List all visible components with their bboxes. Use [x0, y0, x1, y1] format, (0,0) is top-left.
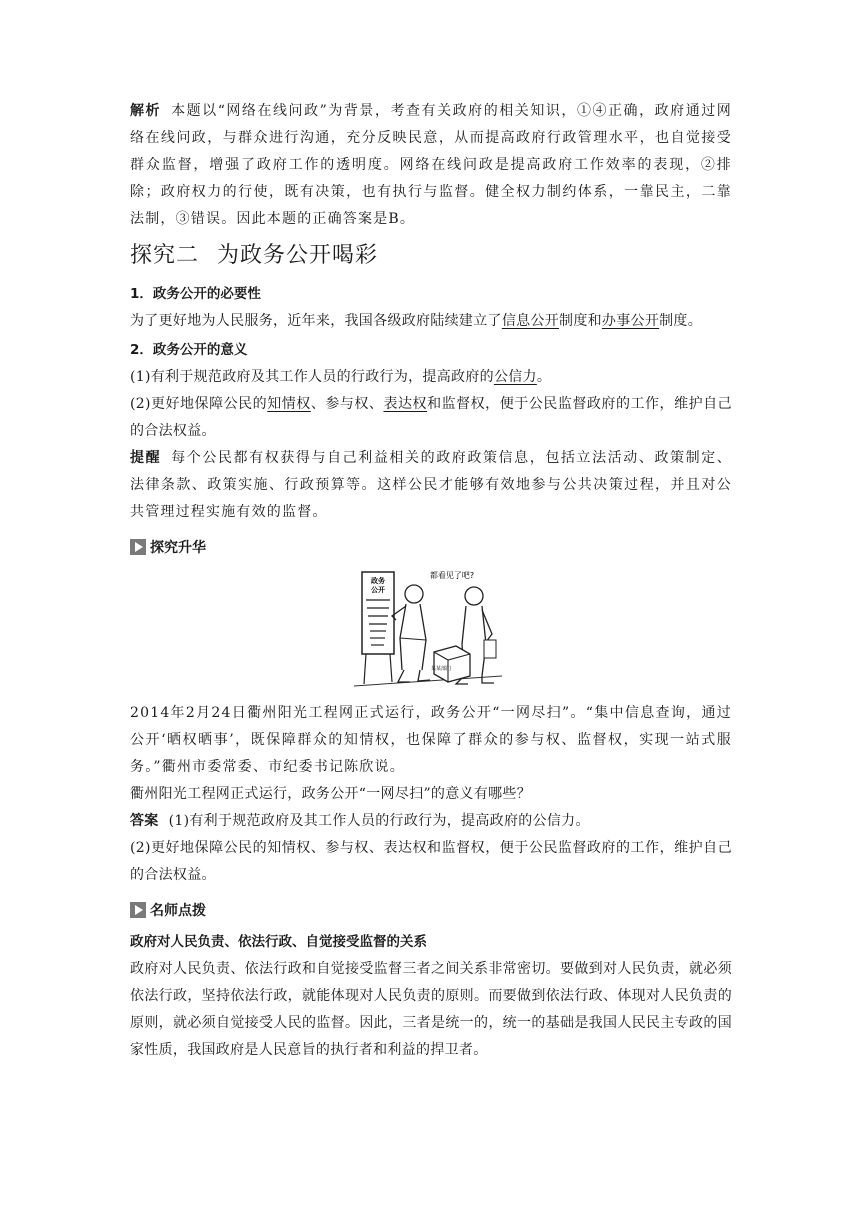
teacher-tag-label: 名师点拨 — [150, 903, 206, 919]
speech-bubble: 都看见了吧? — [429, 571, 475, 580]
item2-p1-pre: (1)有利于规范政府及其工作人员的行政行为，提高政府的 — [130, 369, 494, 385]
document-page — [130, 98, 732, 1064]
item1-mid: 制度和 — [559, 313, 602, 329]
analysis-text: 本题以“网络在线问政”为背景，考查有关政府的相关知识，①④正确，政府通过网络在线问政，与群众进行沟通，充分反映民意，从而提高政府行政管理水平，也自觉接受群众监督，增强了政府工作的透明度。网络在线问政是提高政府工作效率的表现，②排除；政府权力的行使，既有决策，也有执行与监督。健全权力制约体系，一靠民主，二靠法制，③错误。因此本题的正确答案是B。 — [130, 103, 732, 227]
answer-label: 答案 — [130, 813, 159, 829]
item1-pre: 为了更好地为人民服务，近年来，我国各级政府陆续建立了 — [130, 313, 502, 329]
case-question: 衢州阳光工程网正式运行，政务公开“一网尽扫”的意义有哪些？ — [130, 786, 532, 802]
reminder-paragraph — [130, 445, 732, 526]
item2-point2 — [130, 391, 732, 445]
teacher-title: 政府对人民负责、依法行政、自觉接受监督的关系 — [130, 934, 427, 950]
teacher-tag — [130, 899, 732, 921]
answer-paragraph-2: (2)更好地保障公民的知情权、参与权、表达权和监督权，便于公民监督政府的工作，维护自己的合法权益。 — [130, 840, 732, 883]
cartoon-figure — [130, 564, 732, 694]
reminder-label: 提醒 — [130, 450, 162, 466]
analysis-paragraph — [130, 98, 732, 233]
section-title — [130, 237, 732, 275]
analysis-label: 解析 — [130, 103, 162, 119]
item2-p2-pre: (2)更好地保障公民的 — [130, 396, 268, 412]
explore-tag — [130, 536, 732, 558]
teacher-text: 政府对人民负责、依法行政和自觉接受监督三者之间关系非常密切。要做到对人民负责，就必须依法行政，坚持依法行政，就能体现对人民负责的原则。而要做到依法行政、体现对人民负责的原则，就必须自觉接受人民的监督。因此，三者是统一的，统一的基础是我国人民民主专政的国家性质，我国政府是人民意旨的执行者和利益的捍卫者。 — [130, 961, 732, 1058]
explore-tag-label: 探究升华 — [150, 540, 206, 556]
underlined-term: 办事公开 — [601, 313, 660, 329]
cartoon-illustration — [352, 564, 512, 694]
section-number: 探究二 — [130, 243, 200, 268]
underlined-term: 信息公开 — [501, 313, 560, 329]
underlined-term: 表达权 — [383, 396, 428, 412]
item2-p2-mid: 、参与权、 — [310, 396, 384, 412]
underlined-term: 公信力 — [493, 369, 537, 385]
item1-heading: 1．政务公开的必要性 — [130, 286, 261, 302]
section-heading: 为政务公开喝彩 — [217, 243, 379, 268]
item1-text — [130, 308, 732, 335]
play-triangle-icon — [130, 902, 146, 918]
item2-p1-post: 。 — [536, 369, 552, 385]
box-label: 某某部门 — [430, 666, 452, 672]
item1-post: 制度。 — [659, 313, 703, 329]
board-text-2: 公开 — [371, 586, 385, 594]
item2-point1 — [130, 364, 732, 391]
reminder-text: 每个公民都有权获得与自己利益相关的政府政策信息，包括立法活动、政策制定、法律条款、政策实施、行政预算等。这样公民才能够有效地参与公共决策过程，并且对公共管理过程实施有效的监督。 — [130, 450, 732, 520]
item2-heading: 2．政务公开的意义 — [130, 342, 248, 358]
item2-p2-post: 和监督权，便于公民监督政府的工作，维护自己的合法权益。 — [130, 396, 732, 439]
board-text-1: 政务 — [371, 577, 385, 585]
play-triangle-icon — [130, 539, 146, 555]
underlined-term: 知情权 — [267, 396, 311, 412]
answer-paragraph-1 — [130, 808, 732, 835]
case-text: 2014年2月24日衢州阳光工程网正式运行，政务公开“一网尽扫”。“集中信息查询，通过公开‘晒权晒事’，既保障群众的知情权，也保障了群众的参与权、监督权，实现一站式服务。”衢州市委常委、市纪委书记陈欣说。 — [130, 705, 732, 775]
answer-text-1: (1)有利于规范政府及其工作人员的行政行为，提高政府的公信力。 — [168, 813, 590, 829]
